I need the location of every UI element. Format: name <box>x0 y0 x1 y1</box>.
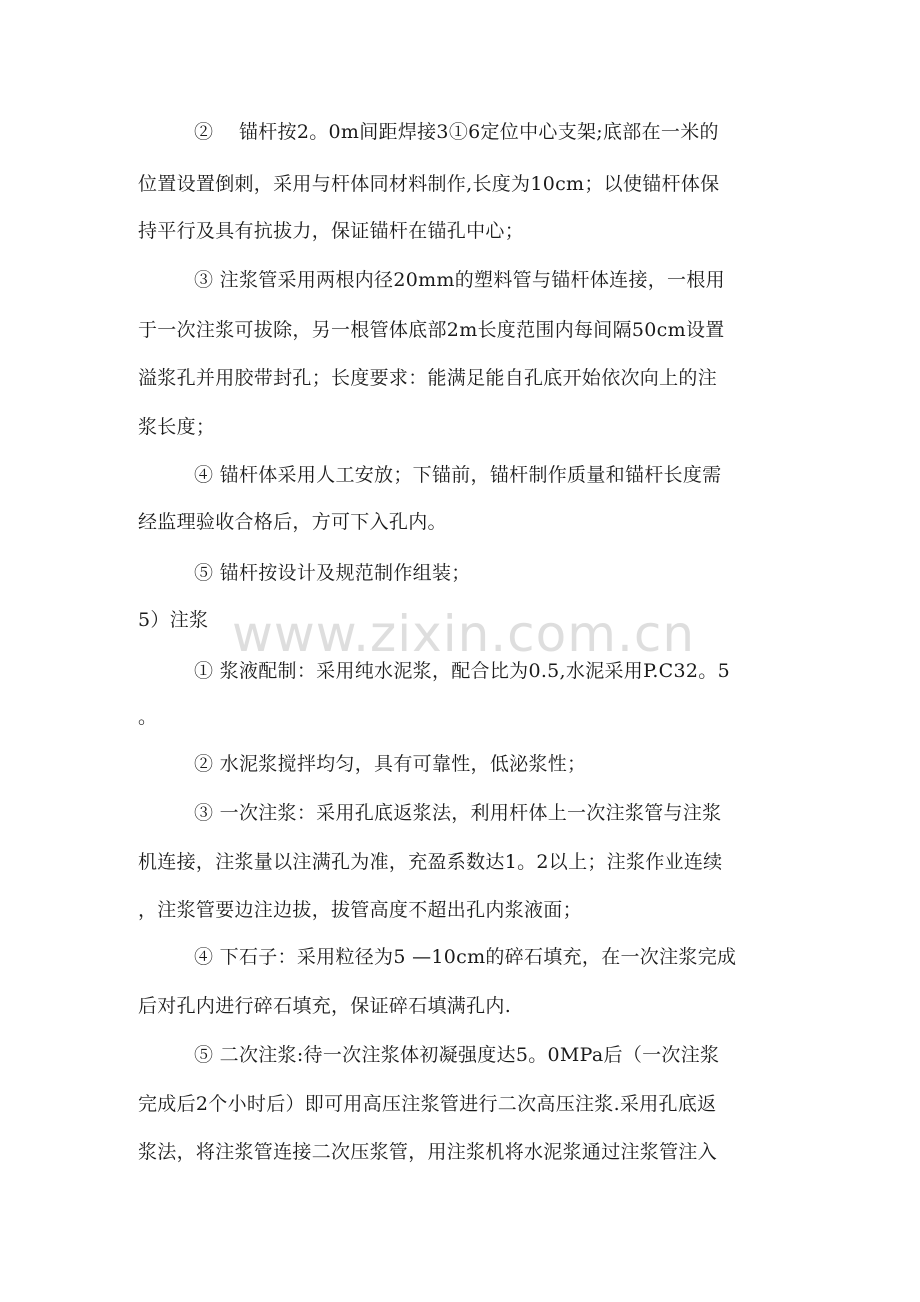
grout-4-line-1: ④ 下石子：采用粒径为5 —10cm的碎石填充，在一次注浆完成 <box>194 946 737 968</box>
para-2-line-2: 位置设置倒刺，采用与杆体同材料制作,长度为10cm；以使锚杆体保 <box>138 173 720 195</box>
grout-1-line-2: 。 <box>138 706 158 728</box>
para-4-line-2: 经监理验收合格后，方可下入孔内。 <box>138 511 447 533</box>
grout-4-line-2: 后对孔内进行碎石填充，保证碎石填满孔内. <box>138 995 512 1017</box>
grout-3-line-3: ，注浆管要边注边拔，拔管高度不超出孔内浆液面； <box>138 899 582 921</box>
grout-2-line-1: ② 水泥浆搅拌均匀，具有可靠性，低泌浆性； <box>194 753 587 775</box>
grout-5-line-3: 浆法，将注浆管连接二次压浆管，用注浆机将水泥浆通过注浆管注入 <box>138 1141 718 1163</box>
para-2-line-1: ② 锚杆按2。0m间距焊接3①6定位中心支架;底部在一米的 <box>194 121 719 143</box>
para-4-line-1: ④ 锚杆体采用人工安放；下锚前，锚杆制作质量和锚杆长度需 <box>194 464 722 486</box>
grout-5-line-1: ⑤ 二次注浆:待一次注浆体初凝强度达5。0MPa后（一次注浆 <box>194 1044 720 1066</box>
para-3-line-3: 溢浆孔并用胶带封孔；长度要求：能满足能自孔底开始依次向上的注 <box>138 367 718 389</box>
para-3-line-4: 浆长度； <box>138 416 216 438</box>
section-heading-grouting: 5）注浆 <box>138 609 209 631</box>
grout-3-line-1: ③ 一次注浆：采用孔底返浆法，利用杆体上一次注浆管与注浆 <box>194 802 722 824</box>
grout-5-line-2: 完成后2个小时后）即可用高压注浆管进行二次高压注浆.采用孔底返 <box>138 1093 717 1115</box>
grout-3-line-2: 机连接，注浆量以注满孔为准，充盈系数达1。2以上；注浆作业连续 <box>138 851 723 873</box>
para-2-line-3: 持平行及具有抗拔力，保证锚杆在锚孔中心； <box>138 220 525 242</box>
para-5-line-1: ⑤ 锚杆按设计及规范制作组装； <box>194 562 471 584</box>
watermark: www.zixin.com.cn <box>232 605 696 663</box>
para-3-line-2: 于一次注浆可拔除，另一根管体底部2m长度范围内每间隔50cm设置 <box>138 319 725 341</box>
para-3-line-1: ③ 注浆管采用两根内径20mm的塑料管与锚杆体连接，一根用 <box>194 269 725 291</box>
grout-1-line-1: ① 浆液配制：采用纯水泥浆，配合比为0.5,水泥采用P.C32。5 <box>194 660 730 682</box>
